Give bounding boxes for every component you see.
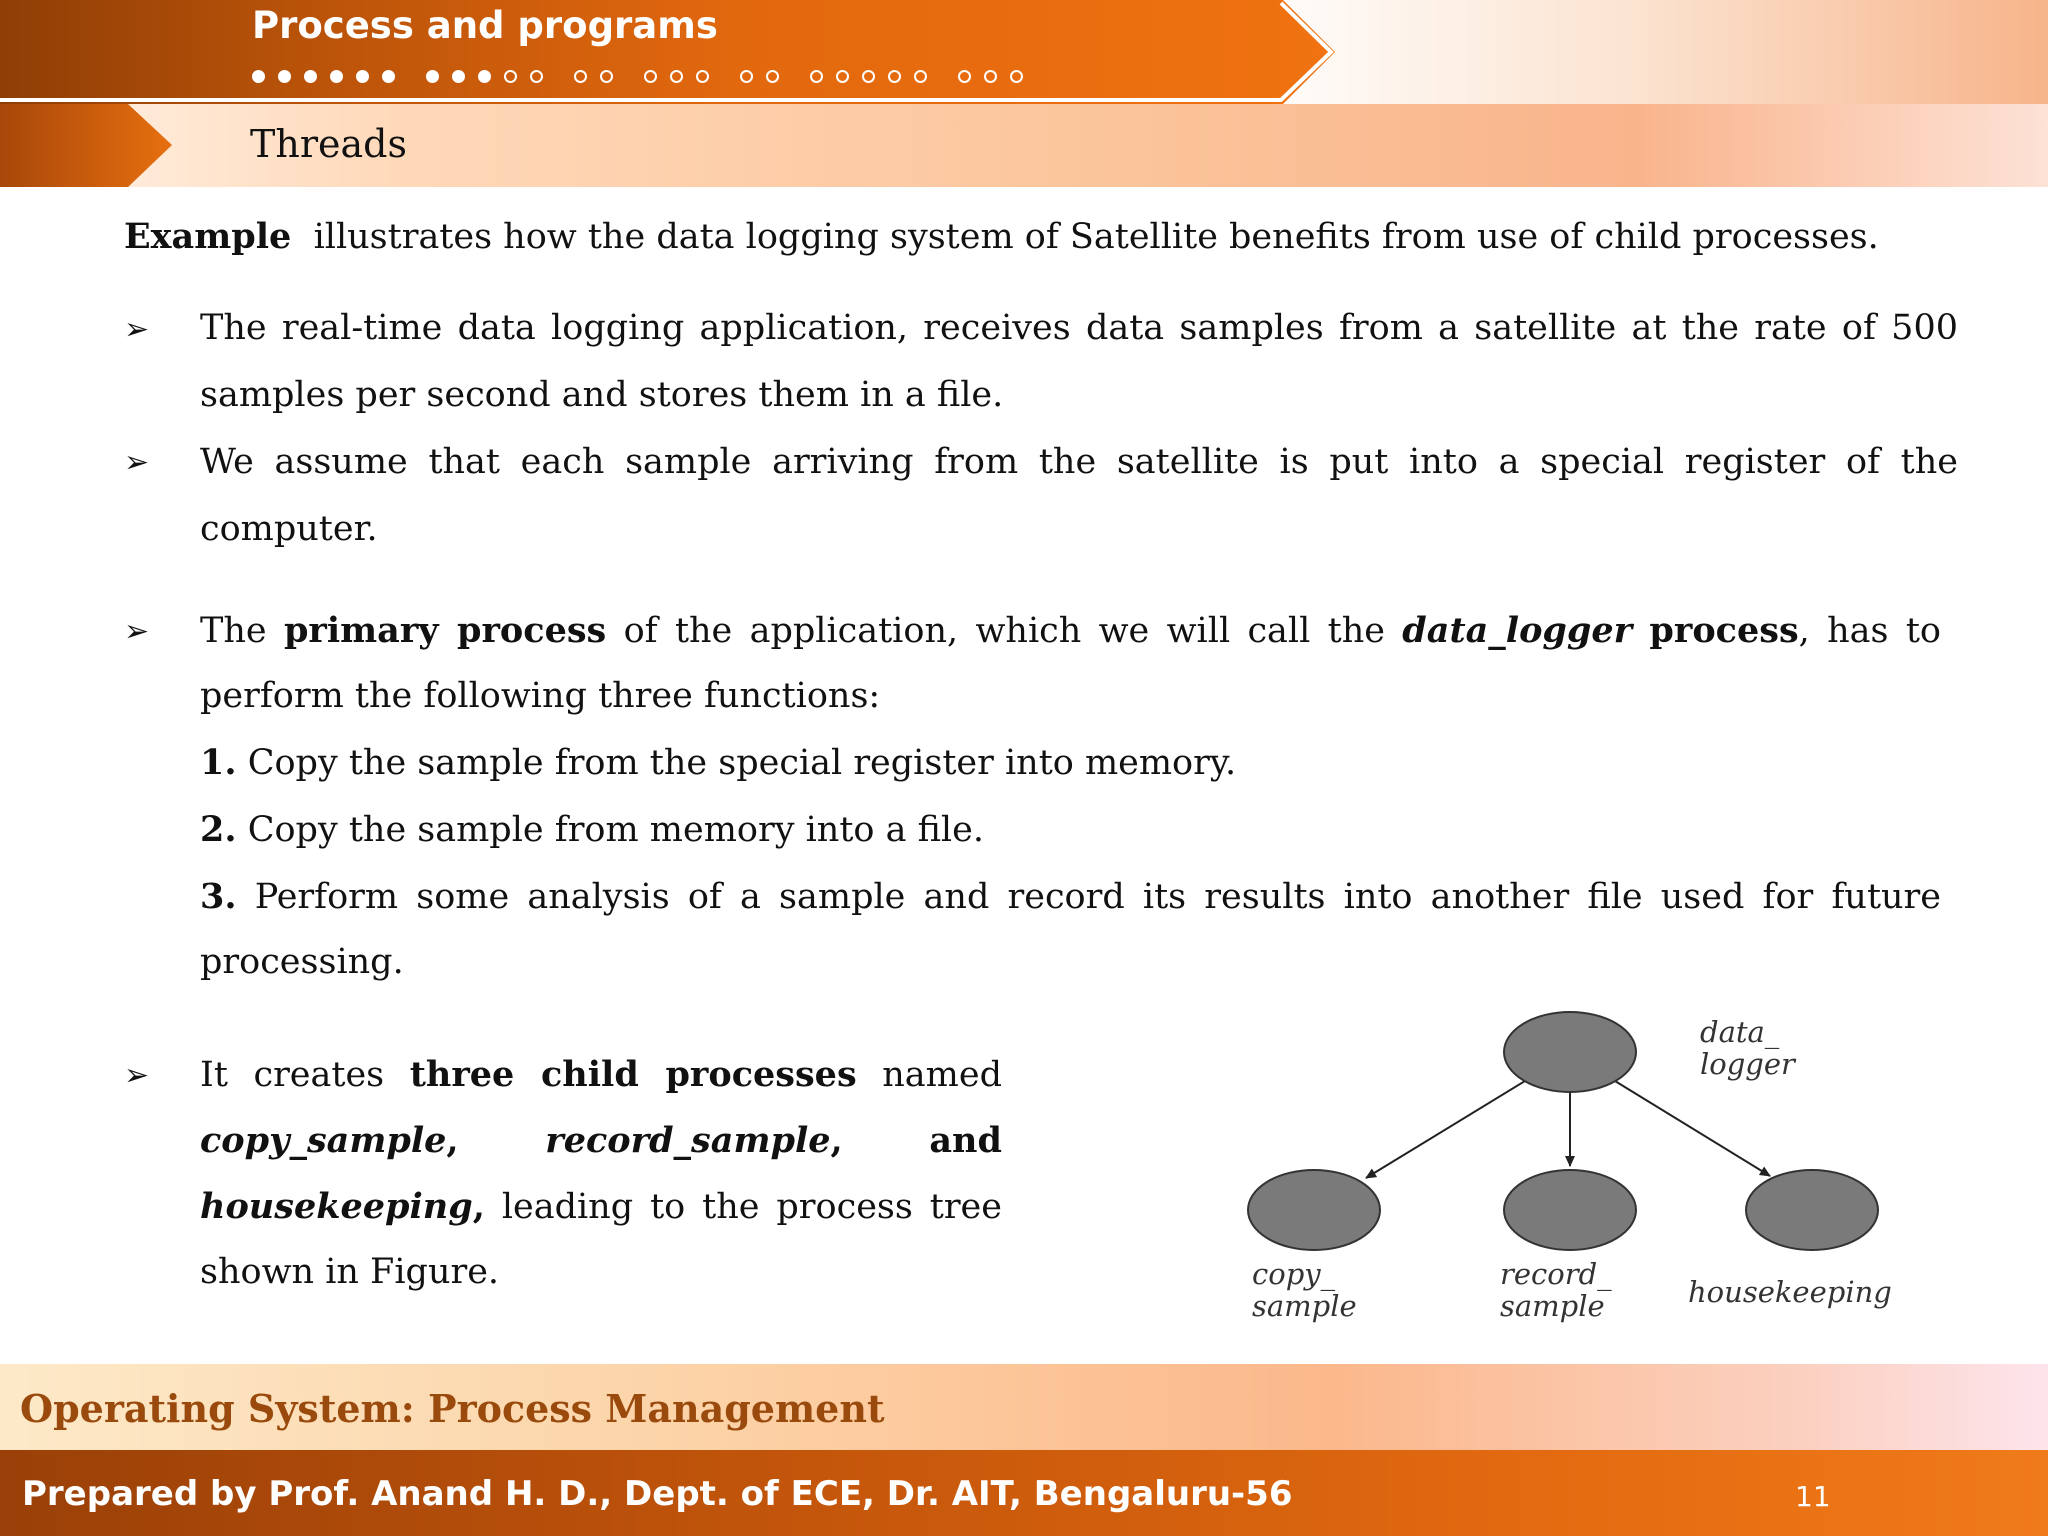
progress-dot-unvisited[interactable] <box>862 70 875 83</box>
node-housekeeping <box>1746 1170 1878 1250</box>
progress-dot-unvisited[interactable] <box>836 70 849 83</box>
function-1-text: Copy the sample from the special register into memory. <box>247 743 1237 783</box>
slide-progress-dots <box>252 62 1036 90</box>
function-2-text: Copy the sample from memory into a file. <box>247 810 984 850</box>
housekeeping-term: housekeeping <box>200 1186 473 1227</box>
progress-dot-visited[interactable] <box>452 70 465 83</box>
bullet-icon: ➢ <box>124 614 150 649</box>
bullet-2-line-1: We assume that each sample arriving from the satellite is put into a special register of the <box>200 442 1958 482</box>
slide-subtitle: Threads <box>250 122 407 166</box>
page-number: 11 <box>1795 1480 1831 1513</box>
progress-dot-unvisited[interactable] <box>574 70 587 83</box>
label-copy-sample-2: sample <box>1252 1289 1357 1323</box>
label-data-logger-2: logger <box>1700 1047 1795 1081</box>
label-data-logger <box>1700 1016 1795 1080</box>
progress-dot-unvisited[interactable] <box>914 70 927 83</box>
progress-dot-unvisited[interactable] <box>504 70 517 83</box>
progress-dot-unvisited[interactable] <box>644 70 657 83</box>
three-child-processes-term: three child processes <box>409 1054 857 1095</box>
label-housekeeping: housekeeping <box>1688 1275 1892 1309</box>
bullet-3-mid: of the application, which we will call the <box>623 611 1385 651</box>
process-term: process <box>1649 610 1799 651</box>
progress-dot-unvisited[interactable] <box>958 70 971 83</box>
function-1 <box>200 740 1236 786</box>
bullet-4-it-creates: It creates <box>200 1055 385 1095</box>
bullet-4-line-1 <box>200 1052 1002 1098</box>
function-3-text: Perform some analysis of a sample and record its results into another file used for future <box>254 877 1941 917</box>
progress-dot-unvisited[interactable] <box>1010 70 1023 83</box>
progress-dot-visited[interactable] <box>252 70 265 83</box>
progress-dot-unvisited[interactable] <box>888 70 901 83</box>
primary-process-term: primary process <box>283 610 607 651</box>
bullet-3-the: The <box>200 611 267 651</box>
label-record-sample <box>1500 1258 1612 1322</box>
edge-to-copy-sample <box>1366 1081 1525 1178</box>
bullet-1-line-2: samples per second and stores them in a file. <box>200 375 1004 415</box>
course-title: Operating System: Process Management <box>20 1386 885 1431</box>
example-text: illustrates how the data logging system of Satellite benefits from use of child processes. <box>313 217 1879 257</box>
progress-dot-unvisited[interactable] <box>740 70 753 83</box>
edge-to-housekeeping <box>1615 1081 1770 1176</box>
progress-dot-unvisited[interactable] <box>766 70 779 83</box>
bullet-3-line-1 <box>200 608 1941 654</box>
example-label: Example <box>124 216 292 257</box>
function-3-line-2: processing. <box>200 942 404 982</box>
function-2-number: 2. <box>200 809 237 850</box>
bullet-2-line-2: computer. <box>200 509 378 549</box>
bullet-3-end: , has to <box>1798 611 1941 651</box>
comma-2: , <box>830 1120 843 1161</box>
bullet-4-line-3 <box>200 1184 1002 1230</box>
example-line <box>124 214 1879 260</box>
progress-dot-visited[interactable] <box>478 70 491 83</box>
progress-dot-unvisited[interactable] <box>670 70 683 83</box>
bullet-4-line-4: shown in Figure. <box>200 1252 500 1292</box>
bullet-icon: ➢ <box>124 312 150 347</box>
node-copy-sample <box>1248 1170 1380 1250</box>
progress-dot-unvisited[interactable] <box>530 70 543 83</box>
progress-dot-unvisited[interactable] <box>600 70 613 83</box>
label-copy-sample-1: copy_ <box>1252 1257 1336 1291</box>
record-sample-term: record_sample <box>545 1120 831 1161</box>
author-credit: Prepared by Prof. Anand H. D., Dept. of ECE, Dr. AIT, Bengaluru-56 <box>22 1474 1293 1514</box>
bullet-icon: ➢ <box>124 1058 150 1093</box>
function-3-number: 3. <box>200 876 237 917</box>
bullet-icon: ➢ <box>124 445 150 480</box>
comma-1: , <box>446 1120 459 1161</box>
node-data-logger <box>1504 1012 1636 1092</box>
bullet-3-line-2: perform the following three functions: <box>200 676 881 716</box>
process-tree-diagram <box>1230 1000 1950 1340</box>
copy-sample-term: copy_sample <box>200 1120 447 1161</box>
progress-dot-visited[interactable] <box>382 70 395 83</box>
label-record-sample-1: record_ <box>1500 1257 1612 1291</box>
bullet-4-line-2 <box>200 1118 1002 1164</box>
progress-dot-visited[interactable] <box>426 70 439 83</box>
progress-dot-visited[interactable] <box>330 70 343 83</box>
node-record-sample <box>1504 1170 1636 1250</box>
function-2 <box>200 807 984 853</box>
progress-dot-unvisited[interactable] <box>984 70 997 83</box>
label-copy-sample <box>1252 1258 1357 1322</box>
label-data-logger-1: data_ <box>1700 1015 1780 1049</box>
data-logger-term: data_logger <box>1402 610 1633 651</box>
progress-dot-visited[interactable] <box>278 70 291 83</box>
label-record-sample-2: sample <box>1500 1289 1605 1323</box>
progress-dot-unvisited[interactable] <box>810 70 823 83</box>
progress-dot-visited[interactable] <box>356 70 369 83</box>
function-1-number: 1. <box>200 742 237 783</box>
bullet-4-leading: leading to the process tree <box>501 1187 1002 1227</box>
progress-dot-unvisited[interactable] <box>696 70 709 83</box>
comma-3: , <box>472 1186 485 1227</box>
bullet-4-named: named <box>882 1055 1002 1095</box>
bullet-1-line-1: The real-time data logging application, receives data samples from a satellite at the rate of 500 <box>200 308 1958 348</box>
and-term: and <box>929 1120 1002 1161</box>
slide-section-title: Process and programs <box>252 4 718 47</box>
function-3 <box>200 874 1941 920</box>
progress-dot-visited[interactable] <box>304 70 317 83</box>
